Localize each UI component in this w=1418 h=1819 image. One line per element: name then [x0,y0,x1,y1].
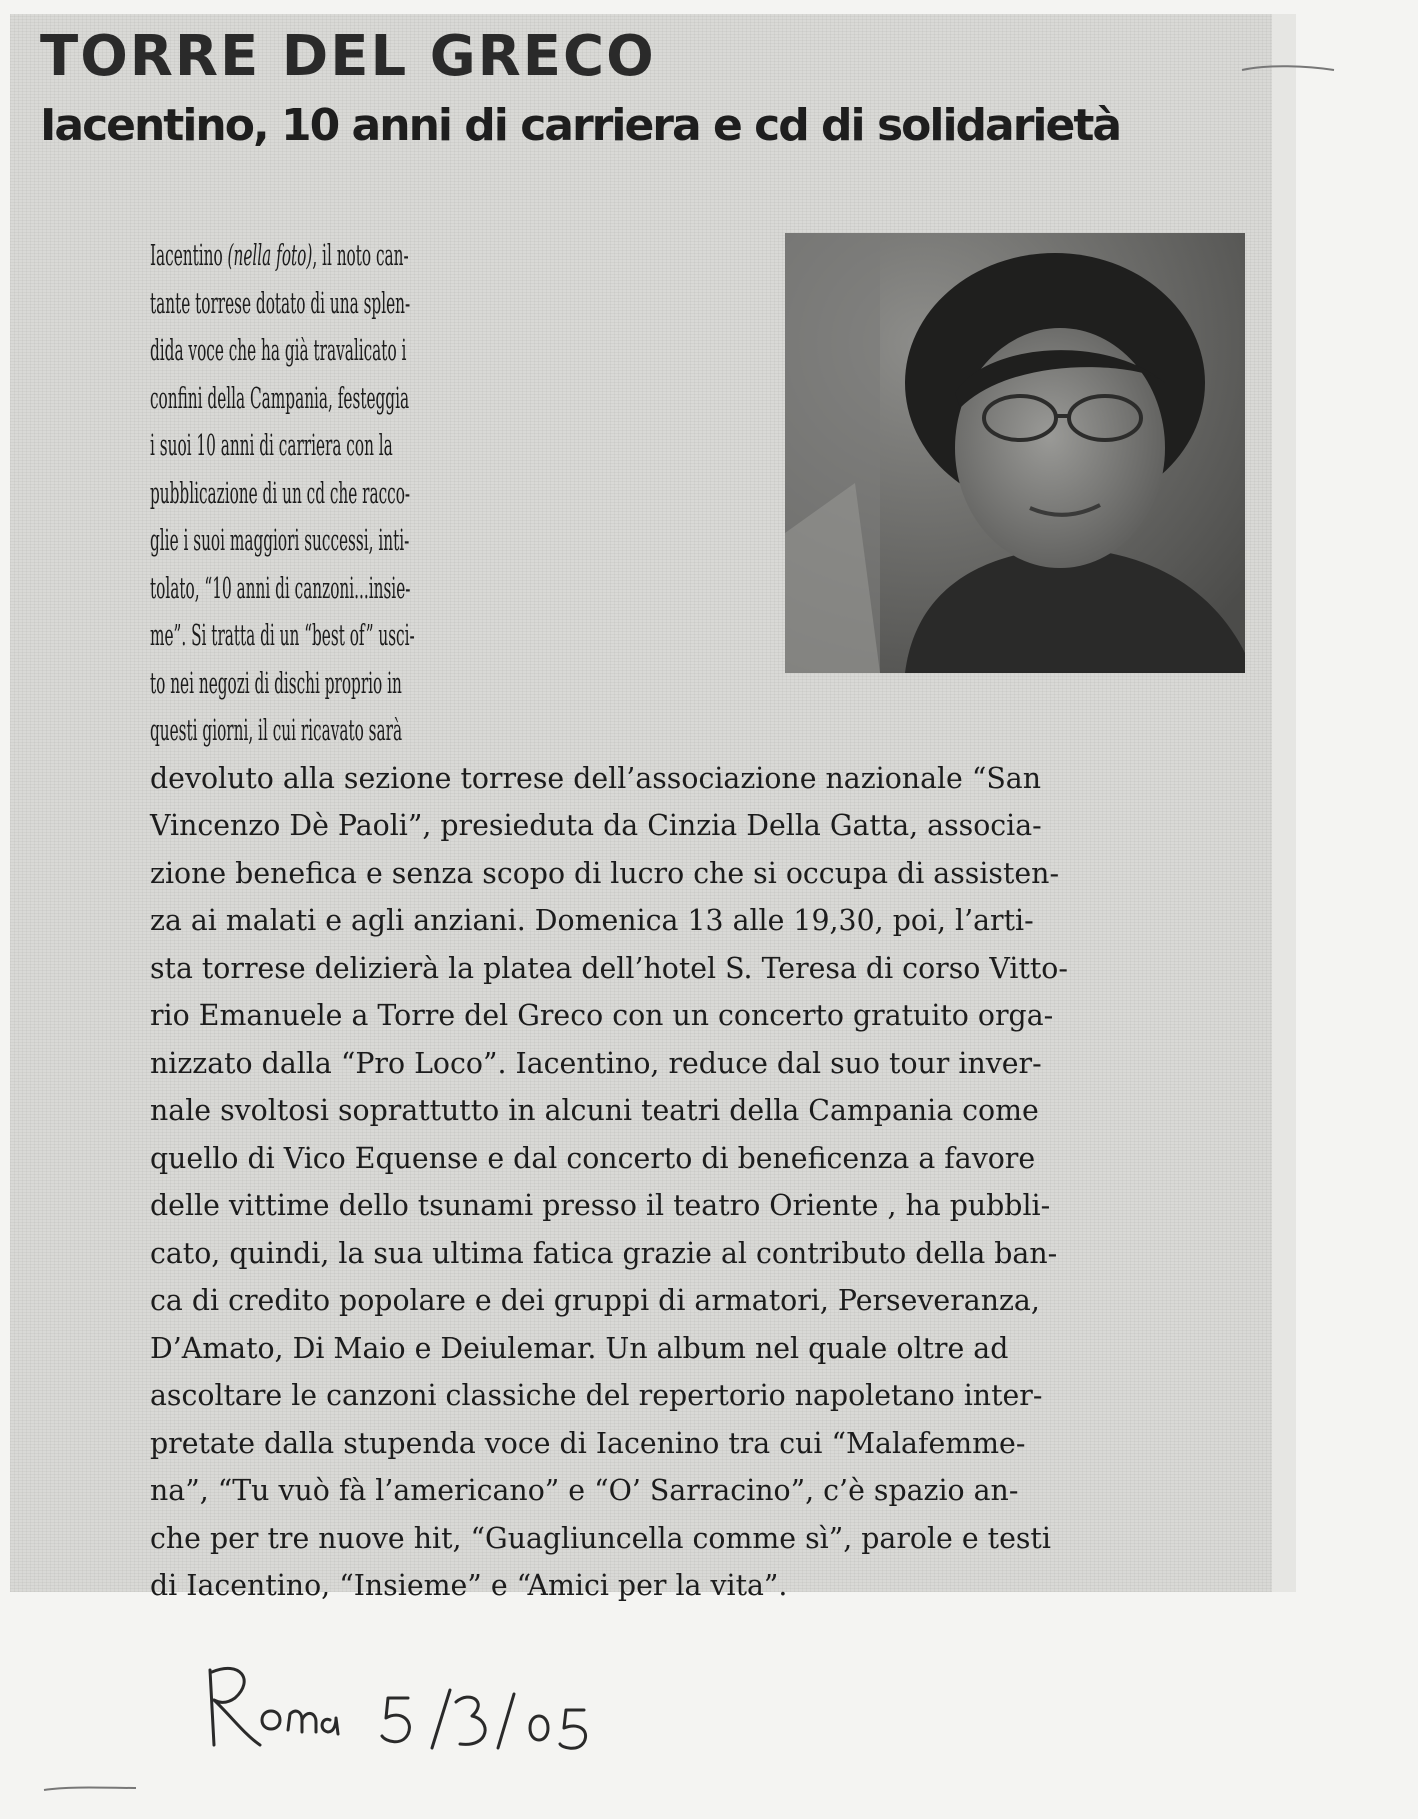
body-text: to nei negozi di dischi proprio in [150,666,402,700]
body-line [150,707,740,755]
body-line [150,232,740,280]
body-text: i suoi 10 anni di carriera con la [150,429,393,462]
body-text: D’Amato, Di Maio e Deiulemar. Un album nel quale oltre ad [150,1331,1009,1365]
body-text: cato, quindi, la sua ultima fatica grazie al contributo della ban- [150,1236,1058,1270]
body-text: glie i suoi maggiori successi, inti- [150,524,410,557]
body-text: zione benefica e senza scopo di lucro che si occupa di assisten- [150,856,1060,890]
body-text: za ai malati e agli anziani. Domenica 13 alle 19,30, poi, l’arti- [150,904,1034,937]
body-text: nale svoltosi soprattutto in alcuni teatri della Campania come [150,1094,1039,1127]
body-line [150,565,740,613]
body-text: pretate dalla stupenda voce di Iacenino tra cui “Malafemme- [150,1426,1026,1460]
body-emphasis: (nella foto) [227,239,313,272]
body-line [150,802,1245,850]
body-text: Vincenzo Dè Paoli”, presieduta da Cinzia Della Gatta, associa- [150,809,1042,842]
body-line [150,992,1245,1040]
body-line [150,612,740,660]
body-line [150,1372,1245,1420]
body-line [150,660,740,708]
body-text: ca di credito popolare e dei gruppi di armatori, Perseveranza, [150,1284,1040,1317]
body-line [150,1277,1245,1325]
body-line [150,850,1245,898]
body-line [150,1135,1245,1183]
body-line [150,1325,1245,1373]
body-line [150,1087,1245,1135]
body-text: confini della Campania, festeggia [150,381,410,415]
body-text: tante torrese dotato di una splen- [150,286,411,320]
body-text: nizzato dalla “Pro Loco”. Iacentino, reduce dal suo tour inver- [150,1046,1042,1080]
staple-mark [1238,60,1338,80]
body-text: sta torrese delizierà la platea dell’hotel S. Teresa di corso Vitto- [150,951,1068,985]
body-text: che per tre nuove hit, “Guagliuncella comme sì”, parole e testi [150,1521,1051,1555]
body-text: questi giorni, il cui ricavato sarà [150,714,403,747]
body-line [150,1467,1245,1515]
handwritten-date-note [200,1650,620,1770]
staple-mark [40,1780,140,1800]
body-text: na”, “Tu vuò fà l’americano” e “O’ Sarracino”, c’è spazio an- [150,1474,1019,1507]
body-line [150,1230,1245,1278]
body-text: me”. Si tratta di un “best of” usci- [150,619,415,652]
body-line [150,1420,1245,1468]
body-line [150,327,740,375]
body-text: , il noto can- [312,239,409,272]
body-line [150,375,740,423]
body-line [150,517,740,565]
body-text: devoluto alla sezione torrese dell’associazione nazionale “San [150,761,1042,795]
body-line [150,755,1245,803]
body-text: rio Emanuele a Torre del Greco con un concerto gratuito orga- [150,999,1054,1032]
body-text: quello di Vico Equense e dal concerto di beneficenza a favore [150,1141,1036,1175]
body-text: pubblicazione di un cd che racco- [150,476,411,510]
body-text: Iacentino [150,239,228,272]
body-text: di Iacentino, “Insieme” e “Amici per la vita”. [150,1569,788,1602]
body-line [150,280,740,328]
body-line [150,1182,1245,1230]
article-body [150,232,1250,1610]
article-headline: Iacentino, 10 anni di carriera e cd di solidarietà [40,100,1121,151]
body-line [150,1515,1245,1563]
section-kicker: TORRE DEL GRECO [40,24,656,89]
body-line [150,1040,1245,1088]
body-line [150,422,740,470]
body-line [150,470,740,518]
body-text: dida voce che ha già travalicato i [150,334,407,367]
body-text: ascoltare le canzoni classiche del repertorio napoletano inter- [150,1379,1043,1412]
body-line [150,1562,1245,1610]
body-line [150,897,1245,945]
body-line [150,945,1245,993]
body-text: tolato, “10 anni di canzoni...insie- [150,571,411,605]
body-text: delle vittime dello tsunami presso il teatro Oriente , ha pubbli- [150,1189,1051,1222]
clipping-edge [1272,14,1296,1592]
